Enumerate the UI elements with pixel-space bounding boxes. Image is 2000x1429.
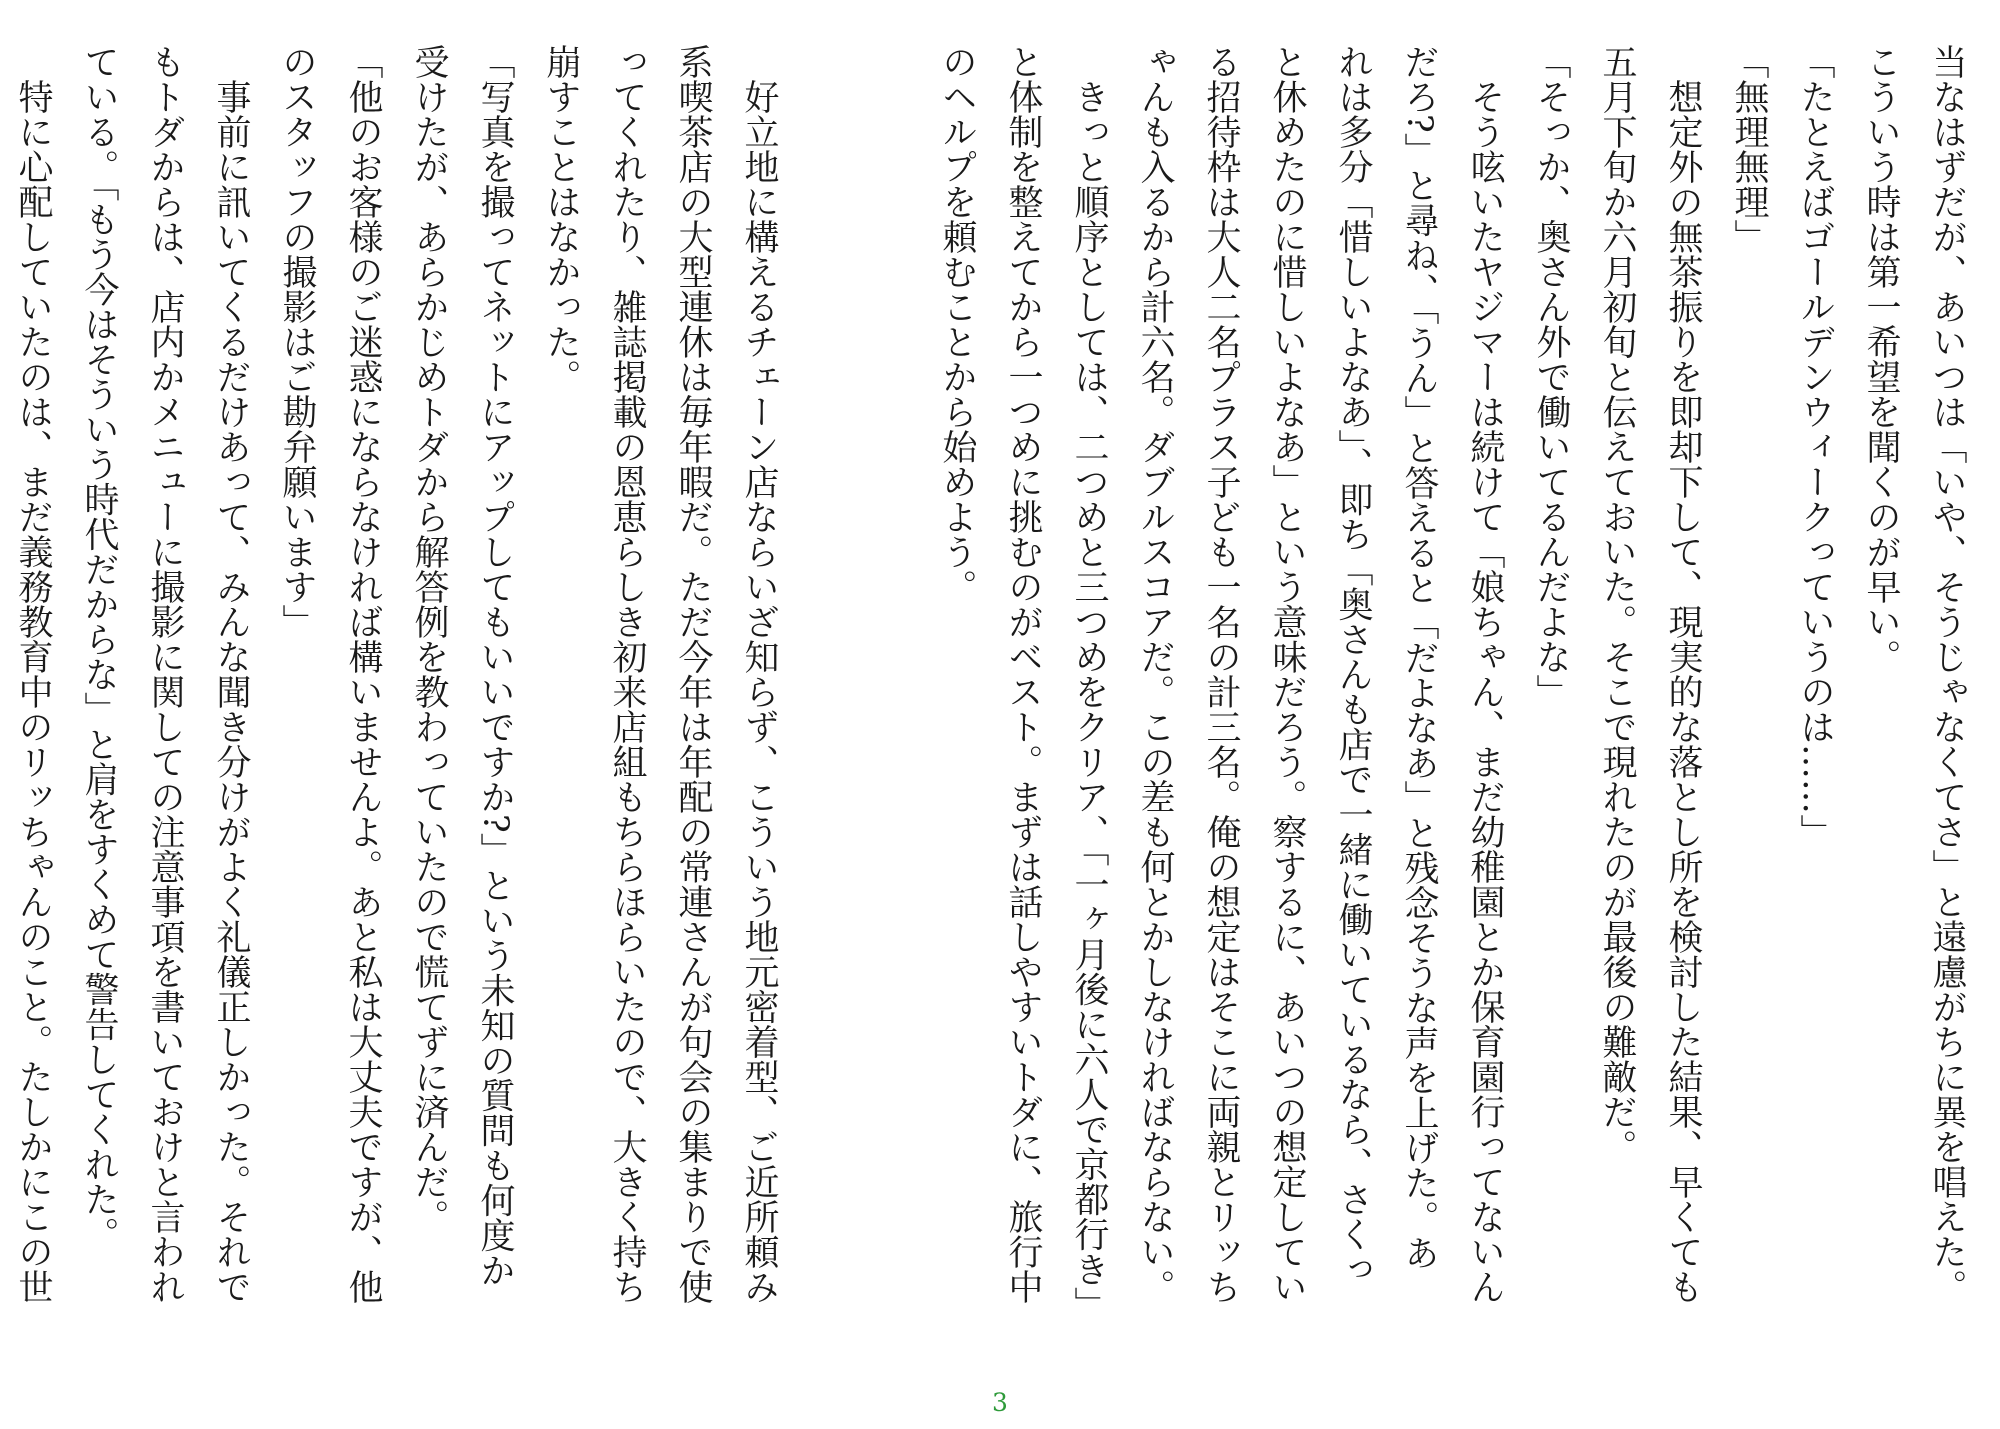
- text-line: 五月下旬か六月初旬と伝えておいた。そこで現れたのが最後の難敵だ。: [1597, 44, 1637, 1164]
- text-line: 「たとえばゴールデンウィークっていうのは……」: [1795, 44, 1835, 849]
- text-line: 「無理無理」: [1729, 44, 1769, 254]
- text-line: と体制を整えてから一つめに挑むのがベスト。まずは話しやすいトダに、旅行中: [1003, 44, 1043, 1304]
- text-line: 受けたが、あらかじめトダから解答例を教わっていたので慌てずに済んだ。: [409, 44, 449, 1234]
- text-line: もトダからは、店内かメニューに撮影に関しての注意事項を書いておけと言われ: [145, 44, 185, 1304]
- text-line: ている。「もう今はそういう時代だからな」と肩をすくめて警告してくれた。: [79, 44, 119, 1252]
- vertical-text-body: [0, 44, 1980, 1384]
- text-line: ってくれたり、雑誌掲載の恩恵らしき初来店組もちらほらいたので、大きく持ち: [607, 44, 647, 1304]
- text-line: 「写真を撮ってネットにアップしてもいいですか?」という未知の質問も何度か: [475, 44, 515, 1288]
- text-line: 「他のお客様のご迷惑にならなければ構いませんよ。あと私は大丈夫ですが、他: [343, 44, 383, 1304]
- text-line: 崩すことはなかった。: [541, 44, 581, 394]
- text-line: 特に心配していたのは、まだ義務教育中のリッちゃんのこと。たしかにこの世: [13, 44, 53, 1304]
- text-line: きっと順序としては、二つめと三つめをクリア、「一ヶ月後に六人で京都行き」: [1069, 44, 1109, 1322]
- text-line: 事前に訊いてくるだけあって、みんな聞き分けがよく礼儀正しかった。それで: [211, 44, 251, 1304]
- text-line: 当なはずだが、あいつは「いや、そうじゃなくてさ」と遠慮がちに異を唱えた。: [1927, 44, 1967, 1304]
- text-line: る招待枠は大人二名プラス子ども一名の計三名。俺の想定はそこに両親とリッち: [1201, 44, 1241, 1304]
- text-line: だろ?」と尋ね、「うん」と答えると「だよなあ」と残念そうな声を上げた。あ: [1399, 44, 1439, 1271]
- text-line: ゃんも入るから計六名。ダブルスコアだ。この差も何とかしなければならない。: [1135, 44, 1175, 1304]
- text-line: のヘルプを頼むことから始めよう。: [937, 44, 977, 604]
- text-line: と休めたのに惜しいよなあ」という意味だろう。察するに、あいつの想定してい: [1267, 44, 1307, 1304]
- text-line: 好立地に構えるチェーン店ならいざ知らず、こういう地元密着型、ご近所頼み: [739, 44, 779, 1304]
- page-number: 3: [992, 1388, 1008, 1417]
- text-line: れは多分「惜しいよなあ」、即ち「奥さんも店で一緒に働いているなら、さくっ: [1333, 44, 1373, 1287]
- blank-line: [858, 44, 924, 1384]
- text-line: そう呟いたヤジマーは続けて「娘ちゃん、まだ幼稚園とか保育園行ってないん: [1465, 44, 1505, 1304]
- text-line: こういう時は第一希望を聞くのが早い。: [1861, 44, 1901, 674]
- blank-line: [792, 44, 858, 1384]
- text-line: 想定外の無茶振りを即却下して、現実的な落とし所を検討した結果、早くても: [1663, 44, 1703, 1304]
- text-line: 「そっか、奥さん外で働いてるんだよな」: [1531, 44, 1571, 709]
- text-line: のスタッフの撮影はご勘弁願います」: [277, 44, 317, 639]
- text-line: 系喫茶店の大型連休は毎年暇だ。ただ今年は年配の常連さんが句会の集まりで使: [673, 44, 713, 1304]
